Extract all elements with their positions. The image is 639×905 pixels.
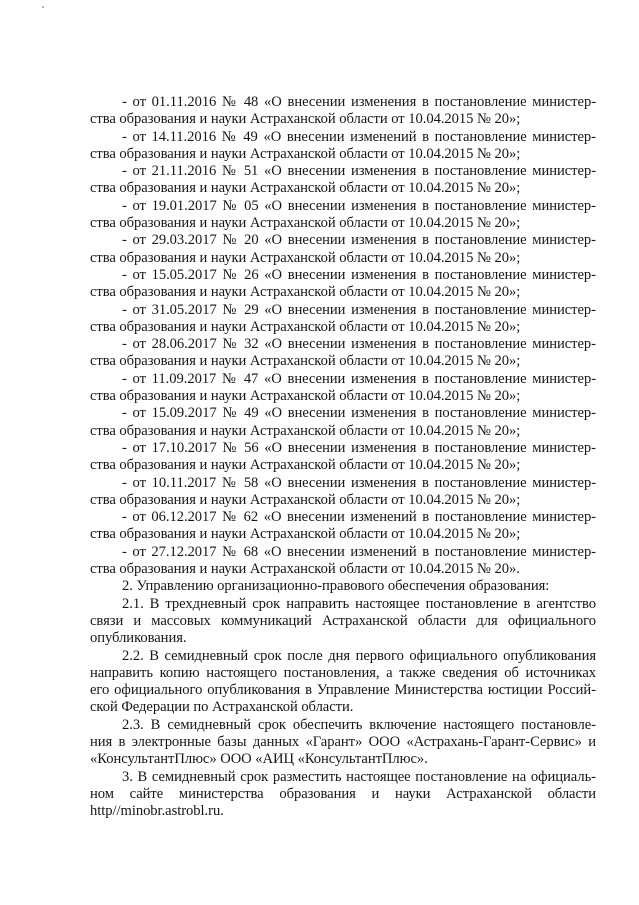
amendment-list — [90, 94, 596, 578]
amendment-line-2: ства образования и науки Астраханской области от 10.04.2015 № 20»; — [90, 457, 521, 474]
amendment-item — [90, 509, 596, 544]
amendment-line-2: ства образования и науки Астраханской области от 10.04.2015 № 20»; — [90, 111, 521, 128]
amendment-line-2: ства образования и науки Астраханской области от 10.04.2015 № 20»; — [90, 215, 521, 232]
amendment-line-2: ства образования и науки Астраханской области от 10.04.2015 № 20»; — [90, 353, 521, 370]
amendment-line-1: - от 14.11.2016 № 49 «О внесении изменений в постановление министер- — [122, 128, 596, 145]
amendment-line-1: - от 10.11.2017 № 58 «О внесении изменения в постановление министер- — [122, 474, 596, 491]
amendment-line-2: ства образования и науки Астраханской области от 10.04.2015 № 20»; — [90, 526, 521, 543]
section-line: связи и массовых коммуникаций Астраханской области для официального — [90, 612, 596, 629]
document-body — [90, 94, 596, 820]
amendment-item — [90, 371, 596, 406]
amendment-line-2: ства образования и науки Астраханской области от 10.04.2015 № 20»; — [90, 180, 521, 197]
section-line: 2.1. В трехдневный срок направить настоящее постановление в агентство — [122, 595, 596, 612]
amendment-line-1: - от 31.05.2017 № 29 «О внесении изменения в постановление министер- — [122, 301, 596, 318]
amendment-item — [90, 302, 596, 337]
section-2-2 — [90, 648, 596, 717]
section-line: 2.2. В семидневный срок после дня первого официального опубликования — [122, 647, 596, 664]
amendment-line-1: - от 11.09.2017 № 47 «О внесении изменения в постановление министер- — [122, 370, 596, 387]
section-line: его официального опубликования в Управление Министерства юстиции Россий- — [90, 682, 596, 699]
section-line: ской Федерации по Астраханской области. — [90, 699, 354, 716]
section-2 — [90, 578, 596, 595]
amendment-item — [90, 440, 596, 475]
amendment-item — [90, 544, 596, 579]
section-line: 3. В семидневный срок разместить настоящее постановление на официаль- — [122, 768, 596, 785]
section-line: ном сайте министерства образования и науки Астраханской области — [90, 785, 596, 802]
section-line: опубликования. — [90, 630, 187, 647]
amendment-item — [90, 405, 596, 440]
amendment-line-1: - от 17.10.2017 № 56 «О внесении изменения в постановление министер- — [122, 439, 596, 456]
section-line: 2.3. В семидневный срок обеспечить включение настоящего постановле- — [122, 716, 596, 733]
section-3 — [90, 769, 596, 821]
section-2-heading: 2. Управлению организационно-правового обеспечения образования: — [122, 578, 550, 595]
amendment-item — [90, 163, 596, 198]
amendment-item — [90, 267, 596, 302]
section-line: ния в электронные базы данных «Гарант» ООО «Астрахань-Гарант-Сервис» и — [90, 733, 596, 750]
amendment-item — [90, 94, 596, 129]
section-line: http//minobr.astrobl.ru. — [90, 803, 224, 820]
amendment-line-2: ства образования и науки Астраханской области от 10.04.2015 № 20»; — [90, 422, 521, 439]
amendment-line-2: ства образования и науки Астраханской области от 10.04.2015 № 20»; — [90, 318, 521, 335]
amendment-line-1: - от 27.12.2017 № 68 «О внесении изменений в постановление министер- — [122, 543, 596, 560]
amendment-line-1: - от 15.05.2017 № 26 «О внесении изменения в постановление министер- — [122, 266, 596, 283]
section-line: направить копию настоящего постановления, а также сведения об источниках — [90, 664, 596, 681]
amendment-line-2: ства образования и науки Астраханской области от 10.04.2015 № 20»; — [90, 388, 521, 405]
amendment-item — [90, 129, 596, 164]
section-2-1 — [90, 596, 596, 648]
amendment-line-1: - от 19.01.2017 № 05 «О внесении изменения в постановление министер- — [122, 197, 596, 214]
amendment-line-1: - от 28.06.2017 № 32 «О внесении изменения в постановление министер- — [122, 336, 596, 353]
amendment-line-1: - от 21.11.2016 № 51 «О внесении изменения в постановление министер- — [122, 163, 596, 180]
amendment-line-1: - от 15.09.2017 № 49 «О внесении изменения в постановление министер- — [122, 405, 596, 422]
amendment-line-1: - от 01.11.2016 № 48 «О внесении изменения в постановление министер- — [122, 94, 596, 110]
amendment-line-2: ства образования и науки Астраханской области от 10.04.2015 № 20»; — [90, 249, 521, 266]
amendment-item — [90, 198, 596, 233]
amendment-item — [90, 336, 596, 371]
scan-speck — [42, 6, 44, 8]
amendment-line-2: ства образования и науки Астраханской области от 10.04.2015 № 20»; — [90, 284, 521, 301]
amendment-line-2: ства образования и науки Астраханской области от 10.04.2015 № 20»; — [90, 145, 521, 162]
amendment-item — [90, 475, 596, 510]
amendment-line-1: - от 06.12.2017 № 62 «О внесении изменений в постановление министер- — [122, 509, 596, 526]
amendment-line-1: - от 29.03.2017 № 20 «О внесении изменения в постановление министер- — [122, 232, 596, 249]
section-line: «КонсультантПлюс» ООО «АИЦ «КонсультантПлюс». — [90, 751, 428, 768]
amendment-line-2: ства образования и науки Астраханской области от 10.04.2015 № 20»; — [90, 491, 521, 508]
section-2-3 — [90, 717, 596, 769]
amendment-line-2: ства образования и науки Астраханской области от 10.04.2015 № 20». — [90, 561, 520, 578]
amendment-item — [90, 232, 596, 267]
